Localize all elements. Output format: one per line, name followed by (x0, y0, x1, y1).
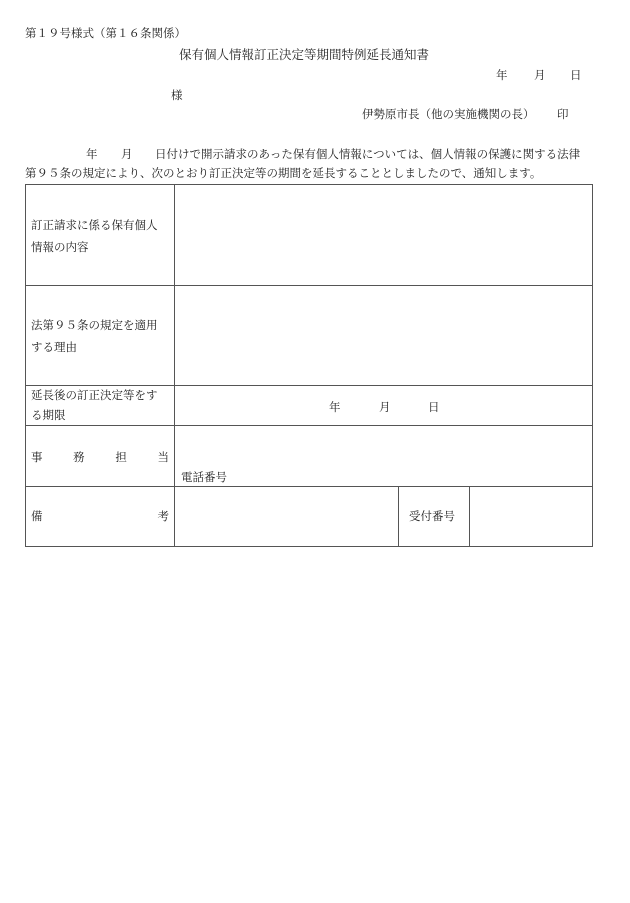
body-month: 月 (121, 147, 133, 161)
phone-number-label: 電話番号 (181, 470, 227, 484)
column-divider (398, 486, 399, 546)
deadline-day: 日 (428, 400, 440, 414)
label-line: する理由 (31, 340, 77, 354)
document-title: 保有個人情報訂正決定等期間特例延長通知書 (179, 47, 430, 62)
label-line: 法第９５条の規定を適用 (31, 318, 158, 332)
body-text-line1: 日付けで開示請求のあった保有個人情報については、個人情報の保護に関する法律 (155, 147, 581, 161)
addressee-suffix: 様 (171, 88, 183, 102)
seal-mark: 印 (557, 107, 569, 121)
row-divider (26, 285, 592, 286)
label-char: 事 (31, 450, 43, 464)
column-divider (174, 185, 175, 546)
label-char: 考 (157, 509, 169, 523)
body-year: 年 (86, 147, 98, 161)
row-divider (26, 425, 592, 426)
receipt-number-label: 受付番号 (409, 509, 455, 523)
label-char: 備 (31, 509, 43, 523)
label-line: 情報の内容 (31, 240, 89, 254)
deadline-year: 年 (329, 400, 341, 414)
label-line: 延長後の訂正決定等をす (31, 388, 158, 402)
date-month: 月 (534, 68, 546, 82)
label-line: 訂正請求に係る保有個人 (31, 218, 158, 232)
label-char: 務 (73, 450, 85, 464)
row-divider (26, 486, 592, 487)
date-year: 年 (496, 68, 508, 82)
row3-label (31, 385, 158, 425)
column-divider (469, 486, 470, 546)
row2-label (31, 314, 158, 358)
row5-label (31, 505, 169, 527)
label-char: 担 (115, 450, 127, 464)
form-number: 第１９号様式（第１６条関係） (25, 26, 186, 40)
date-day: 日 (570, 68, 582, 82)
extension-table (25, 184, 593, 547)
row4-label (31, 446, 169, 468)
row1-label (31, 214, 158, 258)
label-char: 当 (157, 450, 169, 464)
label-line: る期限 (31, 408, 66, 422)
deadline-month: 月 (379, 400, 391, 414)
body-text-line2: 第９５条の規定により、次のとおり訂正決定等の期間を延長することとしましたので、通知します。 (25, 166, 542, 180)
issuer: 伊勢原市長（他の実施機関の長） (362, 107, 535, 121)
